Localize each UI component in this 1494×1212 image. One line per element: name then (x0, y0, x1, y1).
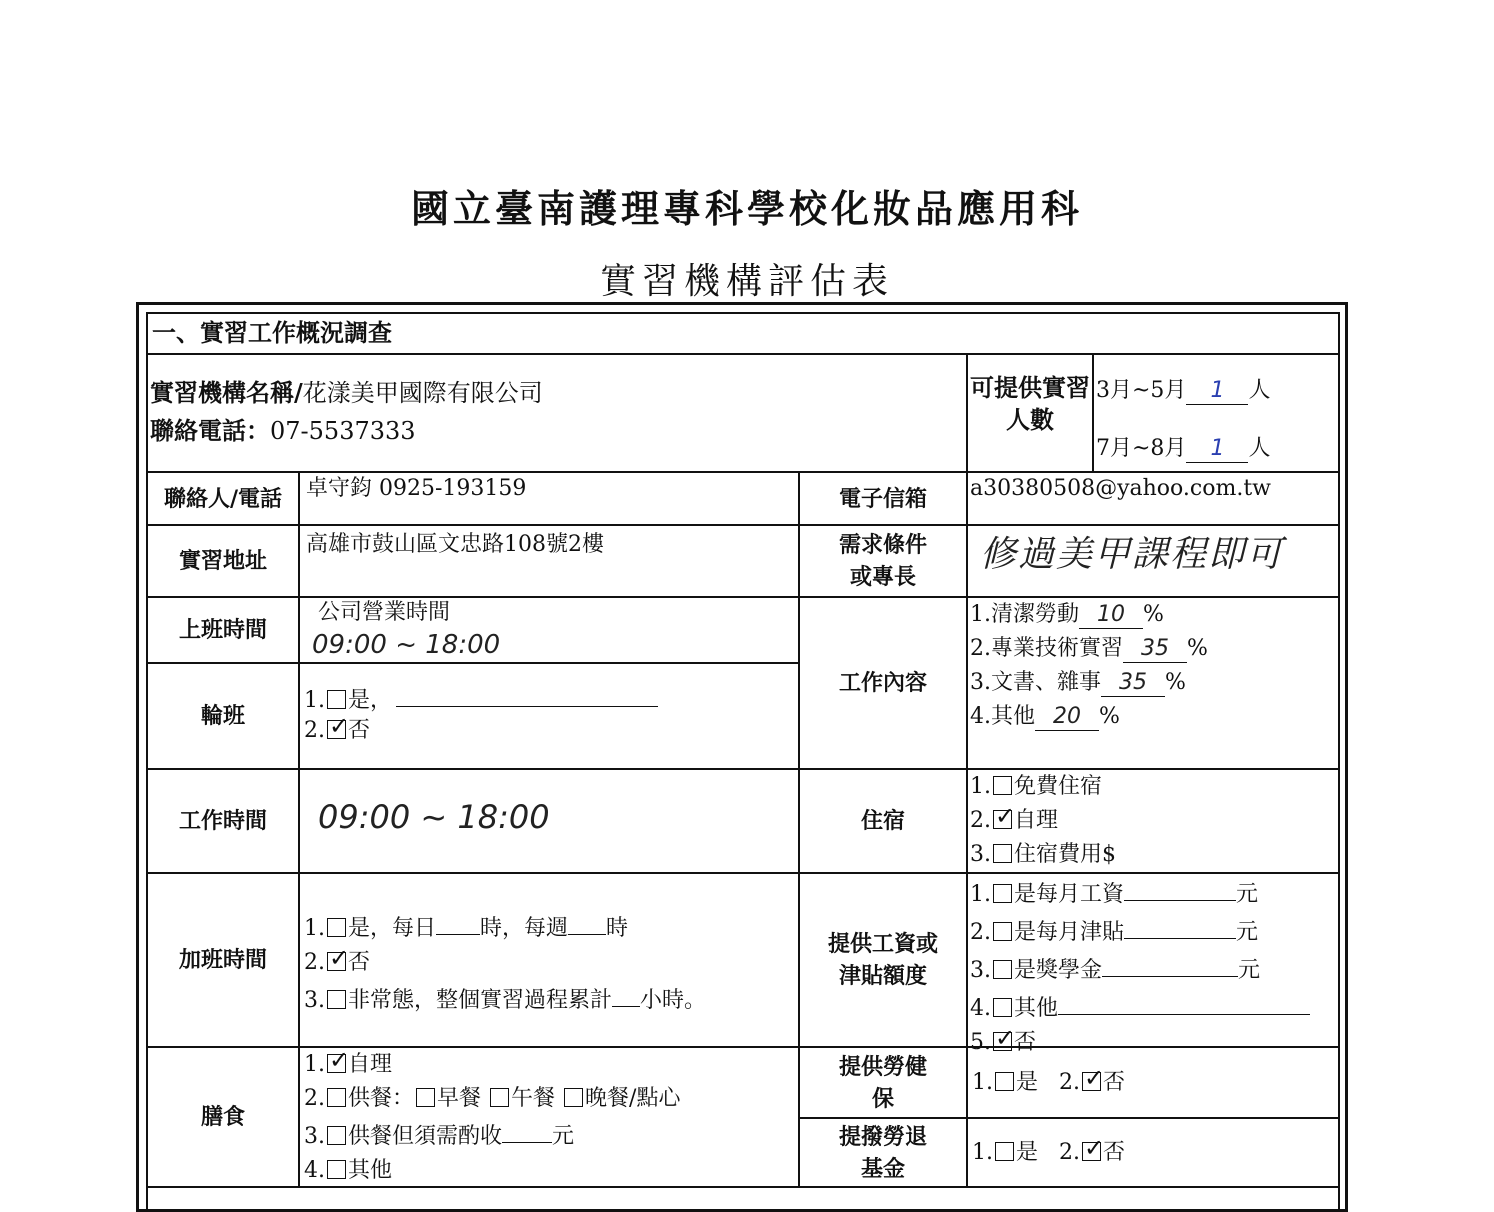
meal-fee-checkbox[interactable] (327, 1126, 346, 1145)
salary-option: 1. 是每月工資 元 (970, 874, 1310, 912)
capacity-unit: 人 (1248, 436, 1271, 461)
org-name-label: 實習機構名稱/ (150, 378, 303, 407)
capacity-unit: 人 (1248, 378, 1271, 403)
shift-yes-checkbox[interactable] (327, 690, 346, 709)
salary-label: 提供工資或津貼額度 (827, 931, 938, 989)
shift-option-no: 2.✓ 否 (304, 714, 370, 748)
worktime-label: 工作時間 (178, 808, 267, 834)
work-hours-note: 公司營業時間 (318, 600, 451, 625)
pension-no-checkbox[interactable] (1082, 1142, 1101, 1161)
email-value: a30380508@yahoo.com.tw (970, 476, 1271, 501)
capacity-count: 1 (1186, 436, 1248, 463)
capacity-period: 3月~5月 (1096, 378, 1187, 403)
shift-label: 輪班 (200, 703, 245, 729)
meal-self-checkbox[interactable] (327, 1054, 346, 1073)
section-heading: 一、實習工作概況調查 (152, 318, 392, 347)
worktime-value: 09:00 ~ 18:00 (318, 798, 550, 836)
address-label: 實習地址 (178, 548, 267, 574)
phone-row (150, 414, 416, 448)
job-content-item: 1.清潔勞動 10 % (970, 602, 1164, 627)
job-content-label: 工作內容 (838, 670, 927, 696)
salary-option: 2. 是每月津貼 元 (970, 912, 1310, 950)
capacity-row-1 (1096, 374, 1270, 408)
org-name-row (150, 376, 543, 410)
shift-option-yes: 1. 是， (304, 680, 658, 718)
job-content-pct: 35 (1101, 670, 1165, 697)
housing-free-checkbox[interactable] (993, 776, 1012, 795)
work-hours-value: 09:00 ~ 18:00 (312, 630, 501, 660)
requirements-label: 需求條件或專長 (838, 532, 927, 590)
meal-lunch-checkbox[interactable] (490, 1088, 509, 1107)
insurance-no-checkbox[interactable] (1082, 1072, 1101, 1091)
phone-label: 聯絡電話： (150, 416, 270, 445)
salary-option: 3. 是獎學金 元 (970, 950, 1310, 988)
job-content-item: 4.其他 20 % (970, 704, 1120, 729)
phone-value: 07-5537333 (270, 417, 416, 445)
job-content-pct: 10 (1079, 602, 1143, 629)
insurance-label: 提供勞健保 (838, 1053, 927, 1112)
job-content-item: 3.文書、雜事 35 % (970, 670, 1186, 695)
overtime-options: 1. 是，每日 時，每週 時 2.✓ 否 3. 非常態，整個實習過程累計 小時。 (304, 908, 706, 1018)
contact-value: 卓守鈞 0925-193159 (306, 476, 527, 501)
salary-options (970, 874, 1310, 1060)
capacity-row-2 (1096, 432, 1270, 466)
overtime-yes-checkbox[interactable] (327, 918, 346, 937)
salary-checkbox[interactable] (993, 1032, 1012, 1051)
pension-options: 1. 是 2.✓ 否 (972, 1136, 1125, 1170)
job-content-list (970, 598, 1208, 734)
meal-breakfast-checkbox[interactable] (416, 1088, 435, 1107)
requirements-value: 修過美甲課程即可 (980, 534, 1285, 575)
salary-checkbox[interactable] (993, 960, 1012, 979)
housing-label: 住宿 (860, 808, 905, 834)
salary-checkbox[interactable] (993, 922, 1012, 941)
housing-self-checkbox[interactable] (993, 810, 1012, 829)
job-content-item: 2.專業技術實習 35 % (970, 636, 1208, 661)
meal-label: 膳食 (200, 1104, 245, 1130)
salary-checkbox[interactable] (993, 998, 1012, 1017)
salary-option: 5.✓ 否 (970, 1026, 1310, 1060)
salary-option: 4. 其他 (970, 988, 1310, 1026)
meal-other-checkbox[interactable] (327, 1160, 346, 1179)
capacity-count: 1 (1186, 378, 1248, 405)
contact-label: 聯絡人/電話 (163, 485, 283, 512)
insurance-options: 1. 是 2.✓ 否 (972, 1066, 1125, 1100)
insurance-yes-checkbox[interactable] (995, 1072, 1014, 1091)
housing-fee-checkbox[interactable] (993, 844, 1012, 863)
housing-options: 1. 免費住宿 2.✓ 自理 3. 住宿費用$ (970, 770, 1116, 872)
org-name-value: 花漾美甲國際有限公司 (302, 379, 543, 407)
capacity-period: 7月~8月 (1096, 436, 1187, 461)
overtime-irregular-checkbox[interactable] (327, 990, 346, 1009)
overtime-no-checkbox[interactable] (327, 952, 346, 971)
pension-yes-checkbox[interactable] (995, 1142, 1014, 1161)
capacity-label: 可提供實習人數 (970, 373, 1090, 434)
address-value: 高雄市鼓山區文忠路108號2樓 (306, 532, 604, 557)
meal-dinner-checkbox[interactable] (564, 1088, 583, 1107)
document-subtitle: 實習機構評估表 (599, 261, 894, 302)
shift-no-checkbox[interactable] (327, 720, 346, 739)
work-hours-label: 上班時間 (178, 617, 267, 643)
pension-label: 提撥勞退基金 (838, 1123, 927, 1182)
email-label: 電子信箱 (838, 485, 927, 512)
meal-provided-checkbox[interactable] (327, 1088, 346, 1107)
overtime-label: 加班時間 (178, 947, 267, 973)
job-content-pct: 20 (1035, 704, 1099, 731)
salary-checkbox[interactable] (993, 884, 1012, 903)
document-title: 國立臺南護理專科學校化妝品應用科 (410, 186, 1083, 231)
meal-options: 1.✓ 自理 2. 供餐： 早餐 午餐 晚餐/點心 3. 供餐但須需酌收 元 4. 其他 (304, 1048, 680, 1188)
job-content-pct: 35 (1123, 636, 1187, 663)
